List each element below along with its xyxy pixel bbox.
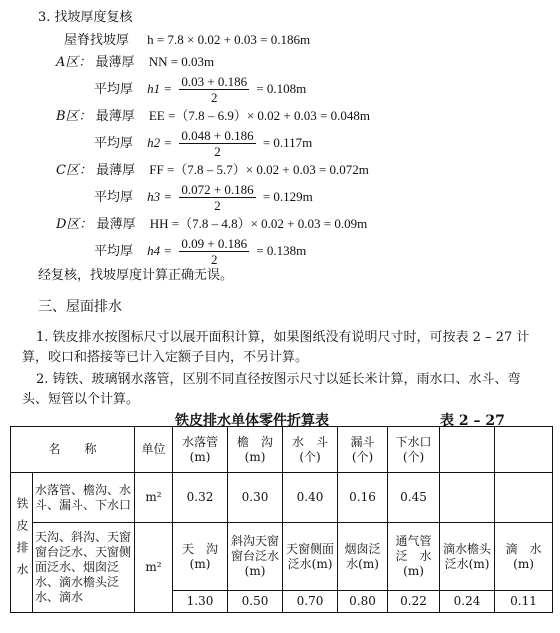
ridge-row [64, 32, 310, 49]
avg-fraction [179, 74, 249, 105]
item-cell [440, 427, 495, 473]
row1-name: 水落管、檐沟、水斗、漏斗、下水口 [33, 473, 135, 523]
zone-label: B区： [56, 109, 92, 124]
item-cell: 漏斗(个) [338, 427, 388, 473]
avg-var: h3 = [147, 189, 173, 204]
table-row [11, 523, 553, 591]
avg-result: = 0.129m [262, 189, 313, 204]
value-cell: 0.30 [228, 473, 283, 523]
ridge-label: 屋脊找坡厚 [64, 33, 130, 48]
avg-label: 平均厚 [94, 190, 134, 205]
avg-fraction [179, 128, 255, 159]
min-label: 最薄厚 [96, 163, 136, 178]
avg-result: = 0.117m [262, 135, 313, 150]
zone-c-avg [94, 182, 313, 213]
fraction-numerator: 0.072 + 0.186 [181, 182, 254, 197]
fraction-numerator: 0.03 + 0.186 [181, 74, 248, 89]
fraction-denominator: 2 [214, 198, 221, 213]
avg-label: 平均厚 [94, 136, 134, 151]
min-label: 最薄厚 [96, 217, 136, 232]
item-cell: 水落管(m) [173, 427, 228, 473]
value-cell: 0.11 [495, 591, 553, 613]
ridge-formula: h = 7.8 × 0.02 + 0.03 = 0.186m [147, 32, 311, 47]
min-label: 最薄厚 [95, 55, 135, 70]
item-cell: 檐 沟(m) [228, 427, 283, 473]
zone-a-avg [94, 74, 306, 105]
section-heading-roof-drainage: 三、屋面排水 [38, 299, 122, 315]
section-heading: 3. 找坡厚度复核 [38, 10, 133, 25]
paragraph-1: 1. 铁皮排水按图标尺寸以展开面积计算，如果图纸没有说明尺寸时，可按表 2 – 27 计算，咬口和搭接等已计入定额子目内，不另计算。 [22, 330, 530, 365]
value-cell: 0.50 [228, 591, 283, 613]
group-label: 铁皮排水 [15, 496, 29, 585]
avg-label: 平均厚 [94, 244, 134, 259]
item-cell: 滴水檐头泛水(m) [440, 523, 495, 591]
value-cell: 1.30 [173, 591, 228, 613]
item-cell: 水 斗(个) [283, 427, 338, 473]
avg-var: h4 = [147, 243, 173, 258]
avg-result: = 0.108m [256, 81, 307, 96]
zone-label: D区： [56, 217, 93, 232]
zone-b-min [56, 108, 370, 125]
table-row [11, 473, 553, 523]
min-formula: HH =（7.8 – 4.8）× 0.02 + 0.03 = 0.09m [149, 216, 368, 231]
min-formula: EE =（7.8 – 6.9）× 0.02 + 0.03 = 0.048m [148, 108, 370, 123]
fraction-denominator: 2 [211, 90, 218, 105]
fraction-denominator: 2 [214, 144, 221, 159]
value-cell: 0.22 [388, 591, 440, 613]
item-cell: 下水口(个) [388, 427, 440, 473]
value-cell: 0.80 [338, 591, 388, 613]
item-cell: 烟囱泛水(m) [338, 523, 388, 591]
value-cell: 0.70 [283, 591, 338, 613]
item-cell: 天 沟(m) [173, 523, 228, 591]
zone-b-avg [94, 128, 312, 159]
zone-a-min [56, 54, 214, 71]
zone-label: C区： [56, 163, 92, 178]
min-label: 最薄厚 [95, 109, 135, 124]
item-cell: 天窗侧面泛水(m) [283, 523, 338, 591]
value-cell: 0.45 [388, 473, 440, 523]
value-cell [495, 473, 553, 523]
fraction-denominator: 2 [211, 252, 218, 267]
item-cell: 通气管泛 水(m) [388, 523, 440, 591]
fraction-numerator: 0.09 + 0.186 [181, 236, 248, 251]
group-label-cell [11, 473, 33, 613]
zone-label: A区： [56, 55, 92, 70]
row2-name: 天沟、斜沟、天窗窗台泛水、天窗侧面泛水、烟囱泛水、滴水檐头泛水、滴水 [33, 523, 135, 613]
value-cell: 0.24 [440, 591, 495, 613]
min-formula: NN = 0.03m [148, 54, 215, 69]
conclusion: 经复核，找坡厚度计算正确无误。 [38, 268, 234, 283]
avg-label: 平均厚 [94, 82, 134, 97]
value-cell [440, 473, 495, 523]
avg-result: = 0.138m [256, 243, 307, 258]
header-unit: 单位 [135, 427, 173, 473]
conversion-table [10, 426, 553, 613]
zone-c-min [56, 162, 369, 179]
item-cell: 滴 水(m) [495, 523, 553, 591]
avg-fraction [179, 182, 255, 213]
table-number: 表 2 – 27 [440, 413, 505, 429]
header-name: 名 称 [11, 427, 135, 473]
avg-var: h2 = [147, 135, 173, 150]
fraction-numerator: 0.048 + 0.186 [181, 128, 254, 143]
zone-d-avg [94, 236, 306, 267]
table-title: 铁皮排水单体零件折算表 [175, 413, 329, 429]
item-cell: 斜沟天窗窗台泛水(m) [228, 523, 283, 591]
min-formula: FF =（7.8 – 5.7）× 0.02 + 0.03 = 0.072m [149, 162, 369, 177]
paragraph-2: 2. 铸铁、玻璃钢水落管，区别不同直径按图示尺寸以延长米计算，雨水口、水斗、弯头、短管以个计算。 [22, 372, 521, 407]
avg-var: h1 = [147, 81, 173, 96]
item-cell [495, 427, 553, 473]
row1-unit: m² [135, 473, 173, 523]
row2-unit: m² [135, 523, 173, 613]
value-cell: 0.40 [283, 473, 338, 523]
value-cell: 0.32 [173, 473, 228, 523]
avg-fraction [179, 236, 249, 267]
table-header-row [11, 427, 553, 473]
value-cell: 0.16 [338, 473, 388, 523]
zone-d-min [56, 216, 367, 233]
